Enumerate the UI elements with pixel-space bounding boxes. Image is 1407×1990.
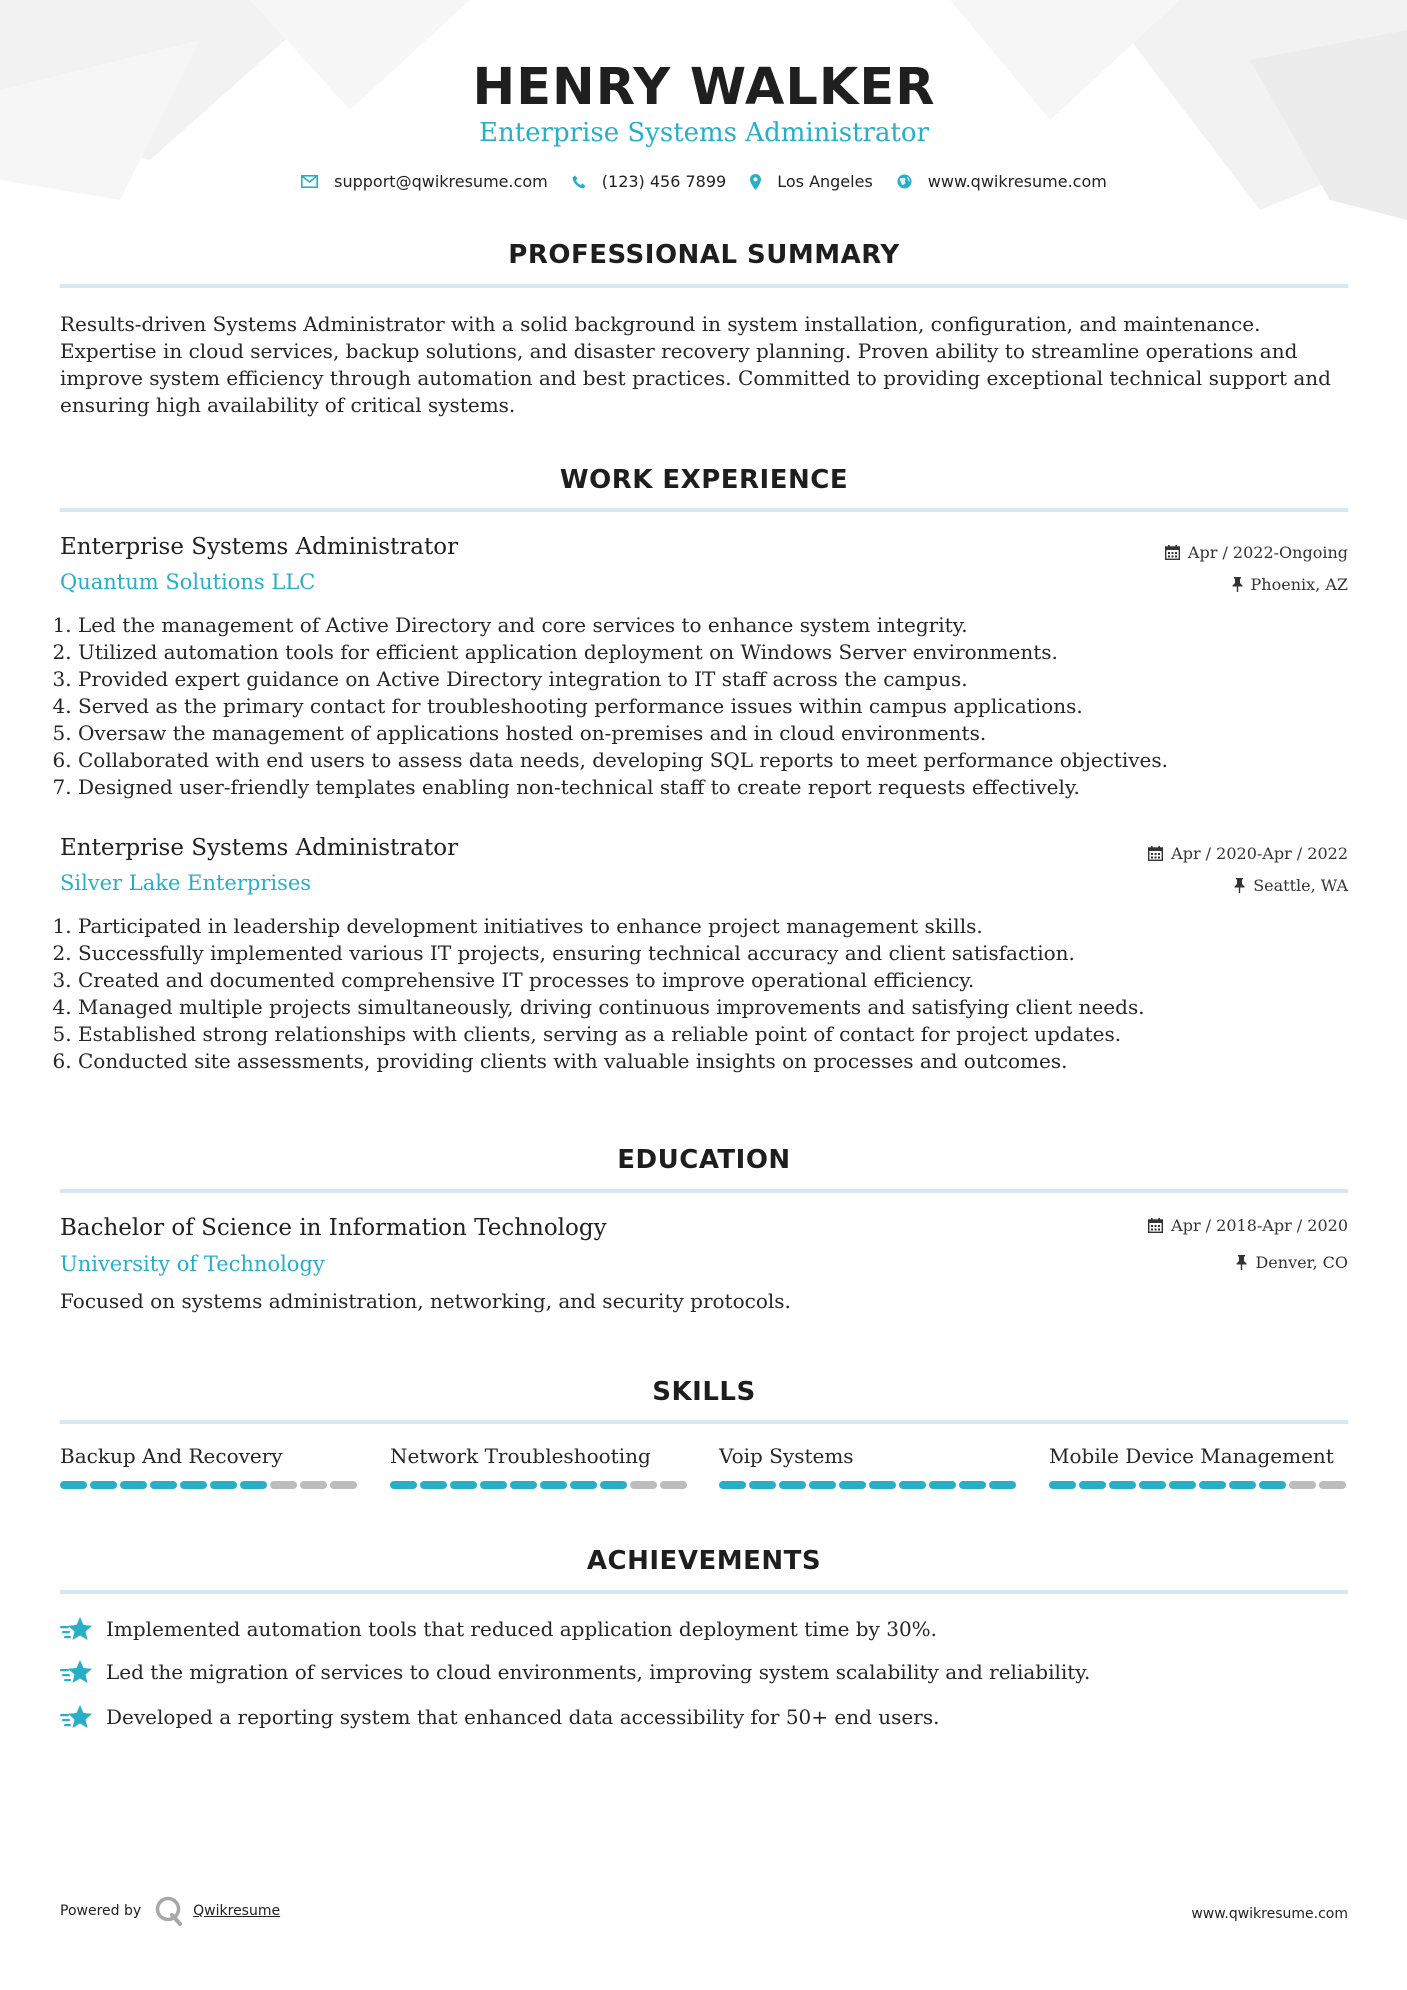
job-company: Silver Lake Enterprises [60, 871, 312, 895]
experience-heading: WORK EXPERIENCE [559, 465, 849, 495]
map-pin-icon [750, 174, 761, 190]
contact-email[interactable] [301, 172, 548, 191]
education-location [1236, 1253, 1348, 1272]
skill-segment-filled [480, 1481, 507, 1489]
education-divider [60, 1189, 1348, 1193]
skill-segment-filled [240, 1481, 267, 1489]
list-item: 1. Led the management of Active Directory and core services to enhance system integrity. [78, 612, 1168, 639]
skill-segment-filled [570, 1481, 597, 1489]
achievement-text: Led the migration of services to cloud environments, improving system scalability and reliability. [106, 1660, 1091, 1684]
footer-website[interactable]: www.qwikresume.com [1191, 1906, 1348, 1922]
star-icon [60, 1658, 94, 1686]
skill-name: Network Troubleshooting [390, 1444, 651, 1468]
summary-heading: PROFESSIONAL SUMMARY [508, 240, 900, 270]
job-dates [1148, 844, 1348, 863]
summary-text: Results-driven Systems Administrator with a solid background in system installation, configuration, and maintenance. Expertise in cloud services, backup solutions, and disaster recovery planning. Proven ability to streamline operations and improve system efficiency through automation and best practices. Committed to providing exceptional technical support and ensuring high availability of critical systems. [60, 312, 1331, 417]
phone-icon [572, 175, 586, 189]
skills-divider [60, 1420, 1348, 1424]
contact-website-text: www.qwikresume.com [927, 172, 1107, 191]
skill-segment-empty [1289, 1481, 1316, 1489]
candidate-title: Enterprise Systems Administrator [478, 118, 929, 148]
skill-item [390, 1444, 690, 1489]
skill-segment-filled [959, 1481, 986, 1489]
school-name: University of Technology [60, 1252, 325, 1276]
education-heading: EDUCATION [617, 1145, 791, 1175]
skill-segment-filled [420, 1481, 447, 1489]
skill-level-bar [1049, 1481, 1349, 1489]
job-bullets [60, 612, 1168, 801]
skill-level-bar [60, 1481, 360, 1489]
list-item: 6. Collaborated with end users to assess data needs, developing SQL reports to meet performance objectives. [78, 747, 1168, 774]
job-title: Enterprise Systems Administrator [60, 534, 459, 560]
skill-segment-filled [809, 1481, 836, 1489]
skill-segment-filled [600, 1481, 627, 1489]
list-item: 3. Provided expert guidance on Active Directory integration to IT staff across the campus. [78, 666, 1168, 693]
skill-segment-filled [390, 1481, 417, 1489]
achievements-divider [60, 1590, 1348, 1594]
skill-segment-empty [270, 1481, 297, 1489]
achievement-text: Developed a reporting system that enhanced data accessibility for 50+ end users. [106, 1705, 940, 1729]
job-title: Enterprise Systems Administrator [60, 835, 459, 861]
pushpin-icon [1236, 1255, 1247, 1270]
candidate-name: HENRY WALKER [472, 58, 936, 117]
skill-segment-filled [719, 1481, 746, 1489]
skill-name: Voip Systems [719, 1444, 854, 1468]
calendar-icon [1165, 545, 1180, 560]
skill-segment-filled [839, 1481, 866, 1489]
achievement-item [60, 1615, 937, 1643]
education-dates [1148, 1216, 1348, 1235]
contact-phone-text: (123) 456 7899 [601, 172, 727, 191]
skill-segment-filled [90, 1481, 117, 1489]
skill-item [60, 1444, 360, 1489]
skill-segment-filled [60, 1481, 87, 1489]
job-bullets [60, 913, 1145, 1075]
skill-segment-filled [1049, 1481, 1076, 1489]
star-icon [60, 1615, 94, 1643]
skill-name: Backup And Recovery [60, 1444, 283, 1468]
contact-phone[interactable] [572, 172, 726, 191]
skill-item [1049, 1444, 1349, 1489]
globe-icon [897, 174, 912, 189]
list-item: 6. Conducted site assessments, providing clients with valuable insights on processes and outcomes. [78, 1048, 1145, 1075]
skill-segment-filled [779, 1481, 806, 1489]
skill-segment-empty [630, 1481, 657, 1489]
skill-segment-filled [989, 1481, 1016, 1489]
skill-segment-filled [899, 1481, 926, 1489]
list-item: 5. Oversaw the management of applications hosted on-premises and in cloud environments. [78, 720, 1168, 747]
contact-bar [60, 172, 1348, 191]
calendar-icon [1148, 1218, 1163, 1233]
achievement-text: Implemented automation tools that reduced application deployment time by 30%. [106, 1617, 938, 1641]
skill-segment-filled [1079, 1481, 1106, 1489]
degree-title: Bachelor of Science in Information Technology [60, 1215, 607, 1241]
job-location-text: Phoenix, AZ [1250, 575, 1348, 594]
skill-segment-filled [210, 1481, 237, 1489]
pushpin-icon [1234, 878, 1245, 893]
education-location-text: Denver, CO [1255, 1253, 1348, 1272]
skill-level-bar [390, 1481, 690, 1489]
skill-segment-empty [300, 1481, 327, 1489]
skill-segment-filled [510, 1481, 537, 1489]
skill-segment-filled [1259, 1481, 1286, 1489]
skill-name: Mobile Device Management [1049, 1444, 1334, 1468]
skill-segment-filled [540, 1481, 567, 1489]
summary-divider [60, 284, 1348, 288]
contact-email-text: support@qwikresume.com [334, 172, 548, 191]
skill-segment-filled [749, 1481, 776, 1489]
skill-segment-filled [1169, 1481, 1196, 1489]
list-item: 7. Designed user-friendly templates enabling non-technical staff to create report requests effectively. [78, 774, 1168, 801]
list-item: 4. Served as the primary contact for troubleshooting performance issues within campus applications. [78, 693, 1168, 720]
education-dates-text: Apr / 2018-Apr / 2020 [1171, 1216, 1348, 1235]
skill-segment-filled [1139, 1481, 1166, 1489]
skill-segment-filled [1229, 1481, 1256, 1489]
experience-divider [60, 508, 1348, 512]
job-location-text: Seattle, WA [1253, 876, 1348, 895]
skill-segment-empty [330, 1481, 357, 1489]
skill-level-bar [719, 1481, 1019, 1489]
achievement-item [60, 1658, 1090, 1686]
job-company: Quantum Solutions LLC [60, 570, 316, 594]
skill-segment-filled [450, 1481, 477, 1489]
list-item: 5. Established strong relationships with clients, serving as a reliable point of contact for project updates. [78, 1021, 1145, 1048]
job-dates-text: Apr / 2022-Ongoing [1187, 543, 1348, 562]
skill-segment-filled [180, 1481, 207, 1489]
skill-item [719, 1444, 1019, 1489]
skills-heading: SKILLS [652, 1377, 756, 1407]
footer-powered-by [60, 1896, 280, 1926]
calendar-icon [1148, 846, 1163, 861]
qwikresume-link[interactable]: Qwikresume [193, 1903, 281, 1919]
job-dates [1165, 543, 1348, 562]
skill-segment-empty [1319, 1481, 1346, 1489]
list-item: 2. Utilized automation tools for efficient application deployment on Windows Server environments. [78, 639, 1168, 666]
pushpin-icon [1232, 577, 1243, 592]
powered-by-label: Powered by [60, 1903, 142, 1919]
skill-segment-filled [929, 1481, 956, 1489]
achievement-item [60, 1703, 939, 1731]
star-icon [60, 1703, 94, 1731]
skill-segment-filled [150, 1481, 177, 1489]
contact-location [750, 172, 873, 191]
skill-segment-filled [120, 1481, 147, 1489]
skill-segment-filled [1199, 1481, 1226, 1489]
list-item: 2. Successfully implemented various IT projects, ensuring technical accuracy and client satisfaction. [78, 940, 1145, 967]
qwikresume-logo-icon [155, 1896, 183, 1926]
education-description: Focused on systems administration, networking, and security protocols. [60, 1289, 791, 1313]
list-item: 3. Created and documented comprehensive IT processes to improve operational efficiency. [78, 967, 1145, 994]
job-location [1234, 876, 1348, 895]
achievements-heading: ACHIEVEMENTS [586, 1546, 822, 1576]
job-location [1232, 575, 1348, 594]
list-item: 4. Managed multiple projects simultaneously, driving continuous improvements and satisfying client needs. [78, 994, 1145, 1021]
skill-segment-filled [1109, 1481, 1136, 1489]
skill-segment-filled [869, 1481, 896, 1489]
list-item: 1. Participated in leadership development initiatives to enhance project management skills. [78, 913, 1145, 940]
job-dates-text: Apr / 2020-Apr / 2022 [1171, 844, 1348, 863]
skill-segment-empty [660, 1481, 687, 1489]
envelope-icon [301, 175, 318, 188]
contact-location-text: Los Angeles [777, 172, 873, 191]
contact-website[interactable] [897, 172, 1107, 191]
